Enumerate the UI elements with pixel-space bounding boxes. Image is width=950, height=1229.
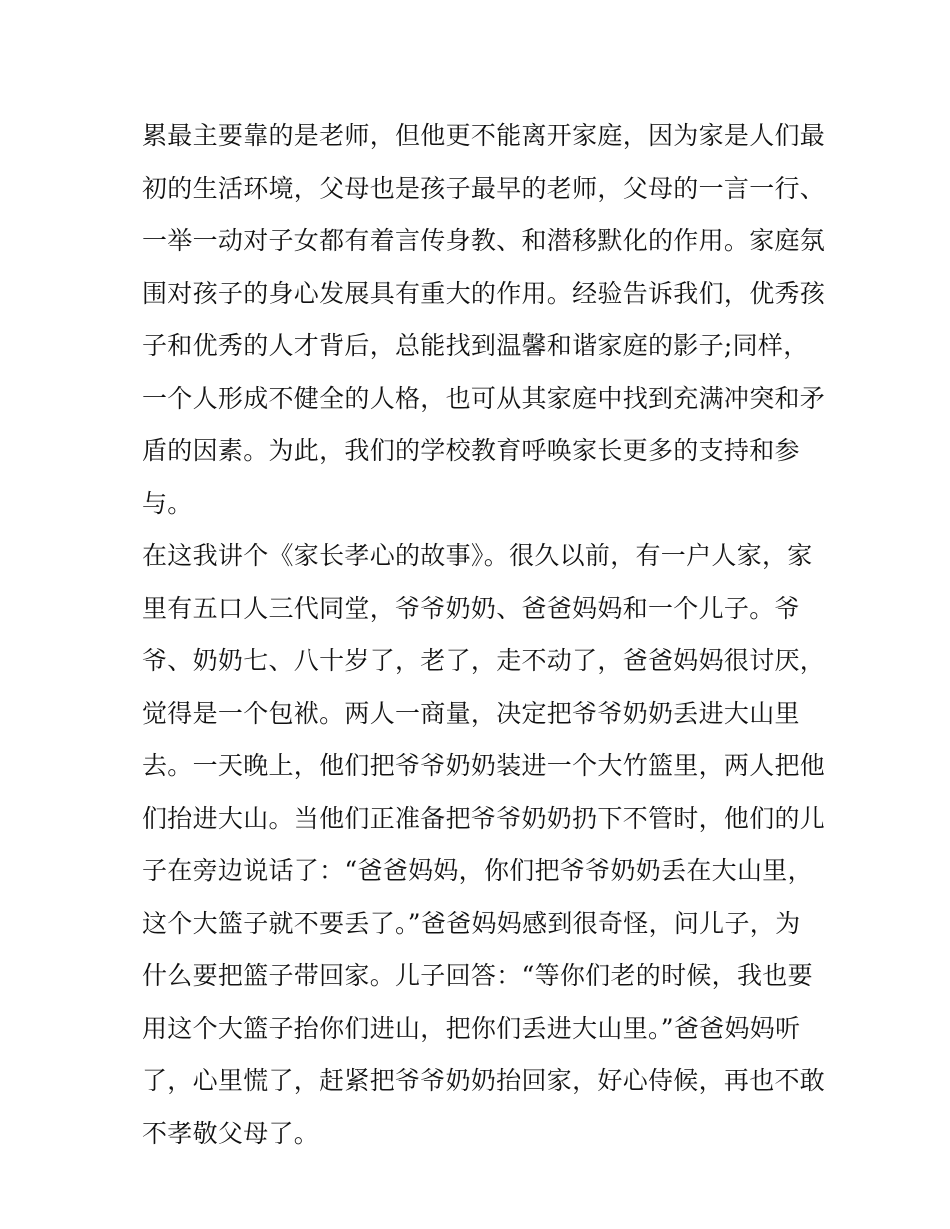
text-line: 们抬进大山。当他们正准备把爷爷奶奶扔下不管时，他们的儿 bbox=[142, 803, 826, 833]
text-line: 用这个大篮子抬你们进山，把你们丢进大山里。”爸爸妈妈听 bbox=[142, 1013, 801, 1043]
text-line: 盾的因素。为此，我们的学校教育呼唤家长更多的支持和参 bbox=[142, 436, 800, 465]
text-line: 围对孩子的身心发展具有重大的作用。经验告诉我们，优秀孩 bbox=[142, 278, 826, 308]
text-line: 了，心里慌了，赶紧把爷爷奶奶抬回家，好心侍候，再也不敢 bbox=[142, 1066, 826, 1095]
text-line: 累最主要靠的是老师，但他更不能离开家庭，因为家是人们最 bbox=[142, 121, 826, 150]
text-line: 一个人形成不健全的人格，也可从其家庭中找到充满冲突和矛 bbox=[142, 383, 826, 413]
text-line: 去。一天晚上，他们把爷爷奶奶装进一个大竹篮里，两人把他 bbox=[142, 751, 826, 780]
text-line: 初的生活环境，父母也是孩子最早的老师，父母的一言一行、 bbox=[142, 173, 826, 203]
text-line: 在这我讲个《家长孝心的故事》。很久以前，有一户人家，家 bbox=[142, 541, 813, 570]
text-line: 与。 bbox=[142, 488, 193, 518]
text-line: 这个大篮子就不要丢了。”爸爸妈妈感到很奇怪，问儿子，为 bbox=[142, 908, 801, 938]
text-line: 子和优秀的人才背后，总能找到温馨和谐家庭的影子;同样， bbox=[142, 331, 809, 360]
text-line: 不孝敬父母了。 bbox=[142, 1118, 320, 1148]
body-text bbox=[142, 110, 826, 1160]
text-line: 觉得是一个包袱。两人一商量，决定把爷爷奶奶丢进大山里 bbox=[142, 698, 800, 728]
text-line: 里有五口人三代同堂，爷爷奶奶、爸爸妈妈和一个儿子。爷 bbox=[142, 593, 800, 623]
text-line: 什么要把篮子带回家。儿子回答：“等你们老的时候，我也要 bbox=[142, 961, 813, 990]
text-line: 爷、奶奶七、八十岁了，老了，走不动了，爸爸妈妈很讨厌， bbox=[142, 646, 826, 675]
text-line: 子在旁边说话了：“爸爸妈妈，你们把爷爷奶奶丢在大山里， bbox=[142, 856, 813, 885]
text-line: 一举一动对子女都有着言传身教、和潜移默化的作用。家庭氛 bbox=[142, 226, 826, 255]
